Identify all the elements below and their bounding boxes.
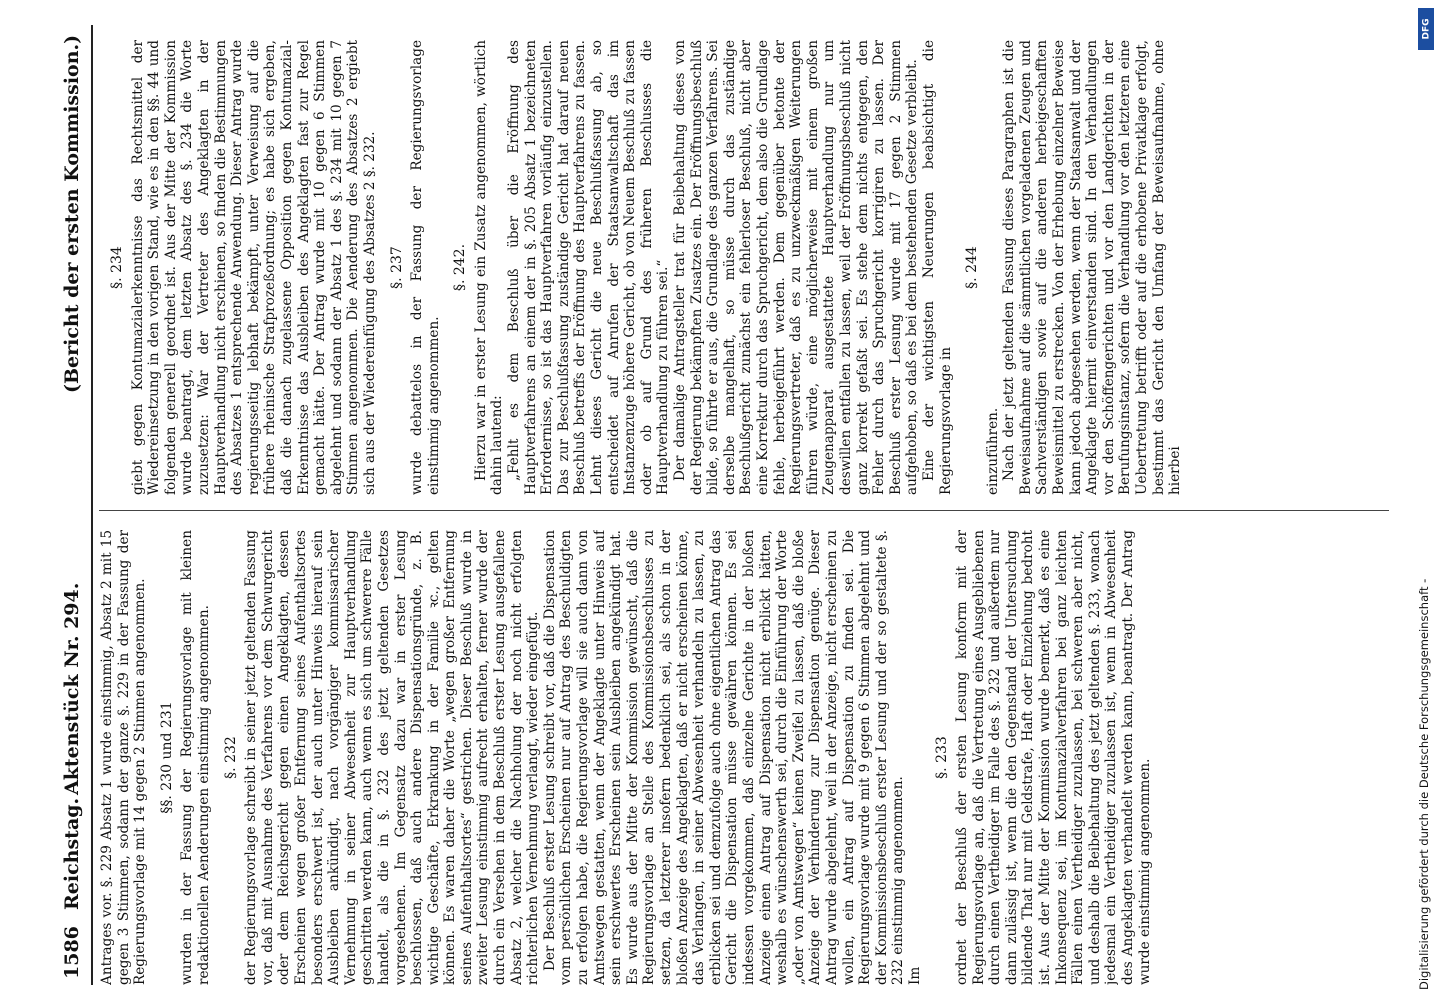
quoted-paragraph: „Fehlt es dem Beschluß über die Eröffnung des Hauptverfahrens an einem der in §. 205 Absatz 1 bezeichneten Erfordernisse, so ist das Hauptverfahren vorläufig einzustellen. Das zur Beschlußfassung zuständige Gericht hat darauf neuen Beschluß betreffs der Eröffnung des Hauptverfahrens zu fassen. Lehnt dieses Gericht die neue Beschlußfassung ab, so entscheidet auf Anrufen der Staatsanwaltschaft das im Instanzenzuge höhere Gericht, ob von Neuem Beschluß zu fassen oder ob auf Grund des früheren Beschlusses die Hauptverhandlung zu führen sei.“ <box>506 40 672 495</box>
section-heading: §. 244 <box>964 246 981 289</box>
section-heading: §. 232 <box>222 736 239 779</box>
paragraph: Eine der wichtigsten Neuerungen beabsichtigt die Regierungsvorlage in <box>920 40 954 495</box>
section-heading: §§. 230 und 231 <box>158 701 175 814</box>
paragraph: einzuführen. <box>984 407 1001 495</box>
paragraph: Hierzu war in erster Lesung ein Zusatz angenommen, wörtlich dahin lautend: <box>472 40 506 495</box>
header-report-title: (Bericht der ersten Kommission.) <box>61 34 83 393</box>
paragraph: Nach der jetzt geltenden Fassung dieses Paragraphen ist die Beweisaufnahme auf die sämmtlichen vorgeladenen Zeugen und Sachverständigen sowie auf die anderen herbeigeschafften Beweismittel zu erstrecken. Von der Erhebung einzelner Beweise kann jedoch abgesehen werden, wenn der Staatsanwalt und der Angeklagte hiermit einverstanden sind. In den Verhandlungen vor den Schöffengerichten und vor den Landgerichten in der Berufungsinstanz, sofern die Verhandlung vor den letzteren eine Uebertretung betrifft oder auf die erhobene Privatklage erfolgt, bestimmt das Gericht den Umfang der Beweisaufnahme, ohne hierbei <box>1001 40 1184 495</box>
section-heading: §. 234 <box>109 246 125 289</box>
section-heading: §. 237 <box>388 246 405 289</box>
header-parliament: Reichstag. <box>61 797 83 910</box>
document-page <box>55 25 1400 985</box>
dfg-logo: DFG <box>1418 8 1434 50</box>
paragraph: der Regierungsvorlage schreibt in seiner jetzt geltenden Fassung vor, daß mit Ausnahme des Verfahrens vor dem Schwurgericht oder dem Reichsgericht gegen einen Angeklagten, dessen Erscheinen wegen großer Entfernung seines Aufenthaltsortes besonders erschwert ist, der auch unter Hinweis hierauf sein Ausbleiben ankündigt, nach vorgängiger kommissarischer Vernehmung in seiner Abwesenheit zur Hauptverhandlung geschritten werden kann, auch wenn es sich um schwerere Fälle handelt, als die in §. 232 des jetzt geltenden Gesetzes vorgesehenen. Im Gegensatz dazu war in erster Lesung beschlossen, daß auch andere Dispensationsgründe, z. B. wichtige Geschäfte, Erkrankung in der Familie ꝛc., gelten können. Es waren daher die Worte „wegen großer Entfernung seines Aufenthaltsortes“ gestrichen. Dieser Beschluß wurde in zweiter Lesung einstimmig aufrecht erhalten, ferner wurde der durch ein Versehen in dem Beschluß erster Lesung ausgefallene Absatz 2, welcher die Nachholung der noch nicht erfolgten richterlichen Vernehmung verlangt, wieder eingefügt. <box>243 530 542 985</box>
paragraph: Der damalige Antragsteller trat für Beibehaltung dieses von der Regierung bekämpften Zusatzes ein. Der Eröffnungsbeschluß bilde, so führte er aus, die Grundlage des ganzen Verfahrens. Sei derselbe mangelhaft, so müsse durch das zuständige Beschlußgericht zunächst ein fehlerloser Beschluß, nicht aber eine Korrektur durch das Spruchgericht, dem also die Grundlage fehle, herbeigeführt werden. Dem gegenüber betonte der Regierungsvertreter, daß es zu unzweckmäßigen Weiterungen führen würde, eine möglicherweise mit einem großen Zeugenapparat ausgestattete Hauptverhandlung nur um deswillen entfallen zu lassen, weil der Eröffnungsbeschluß nicht ganz korrekt gefaßt sei. Es stehe dem nichts entgegen, den Fehler durch das Spruchgericht korrigiren zu lassen. Der Beschluß erster Lesung wurde mit 17 gegen 2 Stimmen aufgehoben, so daß es bei dem bestehenden Gesetze verbleibt. <box>672 40 921 495</box>
header-document-number: Aktenstück Nr. 294. <box>61 582 83 795</box>
paragraph: Der Beschluß erster Lesung schreibt vor, daß die Dispensation vom persönlichen Erscheinen nur auf Antrag des Beschuldigten zu erfolgen habe, die Regierungsvorlage will sie auch dann von Amtswegen gestatten, wenn der Angeklagte unter Hinweis auf sein erschwertes Erscheinen sein Ausbleiben angekündigt hat. Es wurde aus der Mitte der Kommission gewünscht, daß die Regierungsvorlage an Stelle des Kommissionsbeschlusses zu setzen, da letzterer insofern bedenklich sei, als schon in der bloßen Anzeige des Angeklagten, daß er nicht erscheinen könne, das Verlangen, in seiner Abwesenheit verhandeln zu lassen, zu erblicken sei und demzufolge auch ohne eigentlichen Antrag das Gericht die Dispensation müsse gewähren können. Es sei indessen vorgekommen, daß einzelne Gerichte in der bloßen Anzeige einen Antrag auf Dispensation nicht erblickt hätten, weshalb es wünschenswerth sei, durch die Einführung der Worte „oder von Amtswegen“ keinen Zweifel zu lassen, daß die bloße Anzeige der Verhinderung zur Dispensation genüge. Dieser Antrag wurde abgelehnt, weil in der Anzeige, nicht erscheinen zu wollen, ein Antrag auf Dispensation zu finden sei. Die Regierungsvorlage wurde mit 9 gegen 6 Stimmen abgelehnt und der Kommissionsbeschluß erster Lesung und der so gestaltete §. 232 einstimmig angenommen. <box>541 530 907 985</box>
paragraph: wurde debattelos in der Fassung der Regierungsvorlage einstimmig angenommen. <box>409 40 442 495</box>
paragraph: Im <box>906 966 923 985</box>
section-heading: §. 242. <box>452 243 469 292</box>
paragraph: Antrages vor. §. 229 Absatz 1 wurde einstimmig, Absatz 2 mit 15 gegen 3 Stimmen, sodann der ganze §. 229 in der Fassung der Regierungsvorlage mit 14 gegen 2 Stimmen angenommen. <box>99 530 149 985</box>
left-column <box>99 530 1394 985</box>
paragraph: ordnet der Beschluß der ersten Lesung konform mit der Regierungsvorlage an, daß die Vertretung eines Ausgebliebenen durch einen Vertheidiger im Falle des §. 232 und außerdem nur dann zulässig ist, wenn die den Gegenstand der Untersuchung bildende That nur mit Geldstrafe, Haft oder Einziehung bedroht ist. Aus der Mitte der Kommission wurde bemerkt, daß es eine Inkonsequenz sei, im Kontumazialverfahren bei ganz leichten Fällen einen Vertheidiger zuzulassen, bei schweren aber nicht, und deshalb die Beibehaltung des jetzt geltenden §. 233, wonach jedesmal ein Vertheidiger zuzulassen ist, wenn in Abwesenheit des Angeklagten verhandelt werden kann, beantragt. Der Antrag wurde einstimmig angenommen. <box>954 530 1153 985</box>
digitization-credit: Digitalisierung gefördert durch die Deutsche Forschungsgemeinschaft - <box>1417 578 1431 990</box>
page-number: 1586 <box>61 926 83 979</box>
paragraph: giebt gegen Kontumazialerkenntnisse das Rechtsmittel der Wiedereinsetzung in den vorigen Stand, wie es in den §§. 44 und folgenden generell geordnet ist. Aus der Mitte der Kommission wurde beantragt, dem letzten Absatz des §. 234 die Worte zuzusetzen: War der Vertreter des Angeklagten in der Hauptverhandlung nicht erschienen, so finden die Bestimmungen des Absatzes 1 entsprechende Anwendung. Dieser Antrag wurde regierungsseitig lebhaft bekämpft, unter Verweisung auf die frühere rheinische Strafprozeßordnung; es habe sich ergeben, daß die danach zugelassene Opposition gegen Kontumazial-Erkenntnisse das Ausbleiben des Angeklagten fast zur Regel gemacht hätte. Der Antrag wurde mit 10 gegen 6 Stimmen abgelehnt und sodann der Absatz 1 des §. 234 mit 10 gegen 7 Stimmen angenommen. Die Aenderung des Absatzes 2 ergiebt sich aus der Wiedereinfügung des Absatzes 2 §. 232. <box>129 40 378 495</box>
paragraph: wurden in der Fassung der Regierungsvorlage mit kleinen redaktionellen Aenderungen einstimmig angenommen. <box>179 530 212 985</box>
column-divider <box>99 510 1389 511</box>
section-heading: §. 233 <box>933 736 950 779</box>
page-header <box>55 25 89 985</box>
header-rule <box>91 25 93 985</box>
right-column <box>99 40 1394 495</box>
